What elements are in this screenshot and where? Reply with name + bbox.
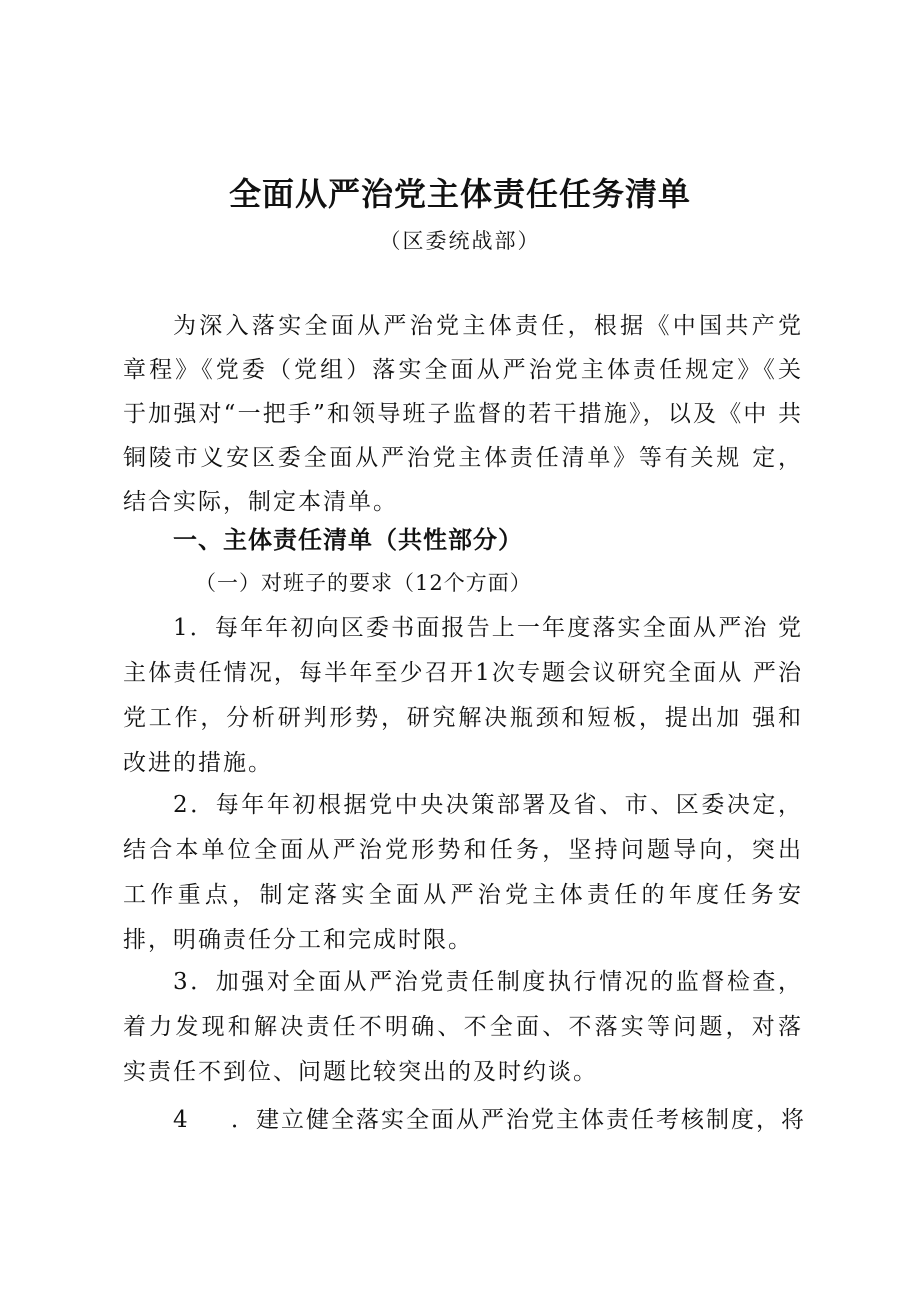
list-item-text: 2．每年年初根据党中央决策部署及省、市、区委决定，结合本单位全面从严治党形势和任务，坚持问题导向，突出 工作重点，制定落实全面从严治党主体责任的年度任务安 排，明确责任分工和完成时限。 — [123, 792, 803, 953]
list-item-number: 4 — [173, 1107, 190, 1133]
subsection-heading: （一）对班子的要求（12个方面） — [195, 571, 532, 595]
list-item-text: 1．每年年初向区委书面报告上一年度落实全面从严治 党主体责任情况，每半年至少召开1次专题会议研究全面从 严治党工作，分析研判形势，研究解决瓶颈和短板，提出加 强和改进的措施。 — [123, 615, 803, 776]
intro-paragraph-block — [123, 304, 803, 524]
section-heading: 一、主体责任清单（共性部分） — [173, 526, 523, 554]
list-item-text: ．建立健全落实全面从严治党主体责任考核制度，将 — [231, 1107, 806, 1133]
list-item — [173, 1098, 806, 1142]
document-title: 全面从严治党主体责任任务清单 — [228, 175, 691, 213]
intro-paragraph: 为深入落实全面从严治党主体责任，根据《中国共产党 章程》《党委（党组）落实全面从严治党主体责任规定》《关 于加强对“一把手”和领导班子监督的若干措施》，以及《中 共铜陵市义安区委全面从严治党主体责任清单》等有关规 定，结合实际，制定本清单。 — [123, 313, 803, 515]
list-item — [123, 783, 803, 963]
list-item — [123, 606, 803, 786]
list-item — [123, 960, 803, 1095]
document-subtitle: （区委统战部） — [379, 229, 541, 253]
list-item-text: 3．加强对全面从严治党责任制度执行情况的监督检查，着力发现和解决责任不明确、不全面、不落实等问题，对落 实责任不到位、问题比较突出的及时约谈。 — [123, 969, 803, 1085]
